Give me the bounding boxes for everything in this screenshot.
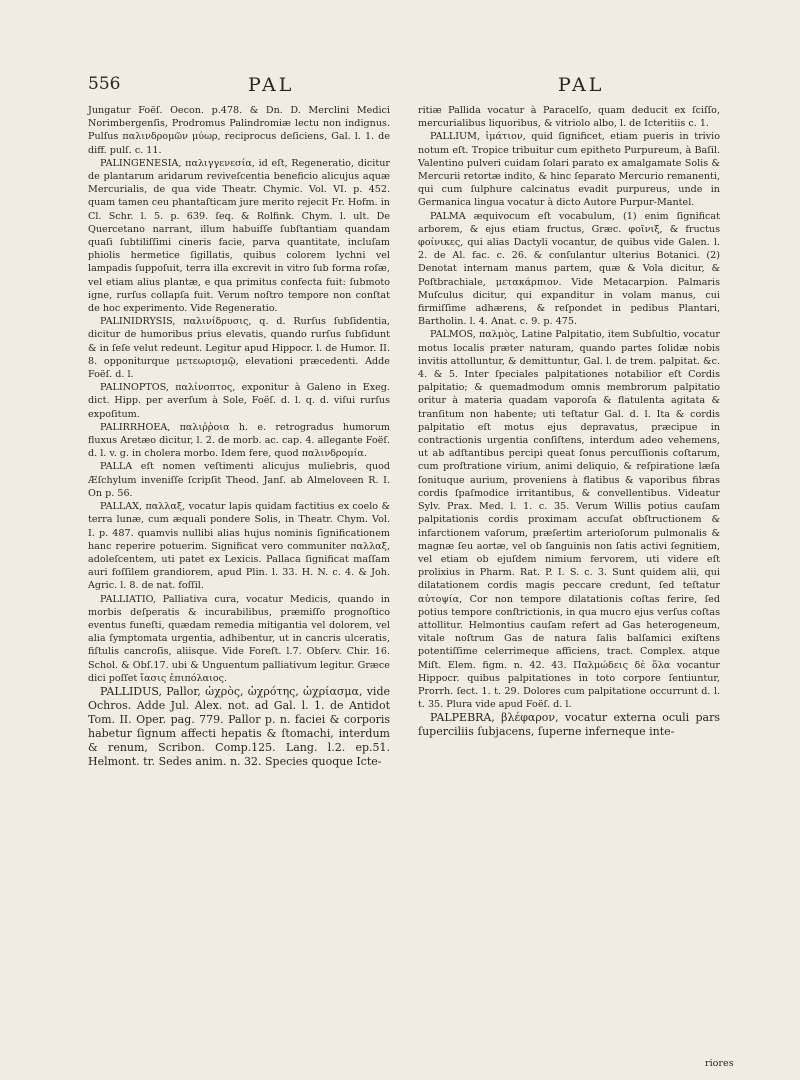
- entry-pallidus: PALLIDUS, Pallor, ὠχρὸς, ὠχρότης, ὠχρίασμα, vide Ochros. Adde Jul. Alex. not. ad Gal. l. 1. de Antidot Tom. II. Oper. pag. 779. Pallor p. n. faciei & corporis habetur ſignum affecti hepatis & ſtomachi, interdum & renum, Scribon. Comp.125. Lang. l.2. ep.51. Helmont. tr. Sedes anim. n. 32. Species quoque Icte-: [88, 684, 390, 768]
- catchword: riores: [705, 1058, 734, 1069]
- entry-palindromia-continued: Jungatur Foëſ. Oecon. p.478. & Dn. D. Merclini Medici Norimbergenſis, Prodromus Palindromiæ lectu non indignus. Pulſus παλινδρομῶν μύωρ, reciprocus deſiciens, Gal. l. 1. de diff. pulſ. c. 11.: [88, 105, 390, 156]
- running-head-left: PAL: [248, 74, 295, 96]
- entry-palinidrysis: PALINIDRYSIS, παλινίδρυσις, q. d. Rurſus ſubſidentia, dicitur de humoribus prius elevatis, quando rurſus ſubſidunt & in ſeſe velut redeunt. Legitur apud Hippocr. l. de Humor. II. 8. opponiturque μετεωρισμῷ, elevationi præcedenti. Adde Foëſ. d. l.: [88, 316, 390, 381]
- entry-palliatio: PALLIATIO, Palliativa cura, vocatur Medicis, quando in morbis deſperatis & incurabilibus, præmiſſo prognoſtico eventus funeſti, quædam remedia mitigantia vel dolorem, vel alia ſymptomata urgentia, adhibentur, ut in cancris ulceratis, fiſtulis cancroſis, aliisque. Vide Foreſt. l.7. Obſerv. Chir. 16. Schol. & Obſ.17. ubi & Unguentum palliativum legitur. Græce dici poſſet ἴασις ἐπιπόλαιος.: [88, 593, 390, 684]
- entry-pallax: PALLAX, παλλαξ, vocatur lapis quidam factitius ex coelo & terra lunæ, cum æquali pondere Solis, in Theatr. Chym. Vol. I. p. 487. quamvis nullibi alias hujus nominis ſignificationem hanc reperire potuerim. Significat vero communiter παλλαξ, adoleſcentem, uti patet ex Lexicis. Pallaca ſignificat maſſam auri foſſilem grandiorem, apud Plin. l. 33. H. N. c. 4. & Joh. Agric. l. 8. de nat. foſſil.: [88, 501, 390, 592]
- page-header: [88, 74, 728, 100]
- entry-icteritia-continued: ritiæ Pallida vocatur à Paracelſo, quam deducit ex ſciſſo, mercurialibus liquoribus, & vitriolo albo, l. de Icteritiis c. 1.: [418, 105, 720, 130]
- entry-palmos: PALMOS, παλμὸς, Latine Palpitatio, item Subſultio, vocatur motus localis præter naturam, quando partes ſolidæ nobis invitis attolluntur, & demittuntur, Gal. l. de trem. palpitat. &c. 4. & 5. Inter ſpeciales palpitationes notabilior eſt Cordis palpitatio; & quemadmodum omnis membrorum palpitatio oritur à materia quadam vaporoſa & flatulenta agitata & tranſitum non habente; uti teſtatur Gal. d. l. Ita & cordis palpitatio eſt motus ejus depravatus, præcipue in contractionis urgentia conſiſtens, interdum adeo vehemens, ut ab adſtantibus percipi queat ſonus percuſſionis coſtarum, cum proſtratione virium, animi deliquio, & reſpiratione læſa ſonituque aurium, proveniens à flatibus & vaporibus fibras cordis ſpaſmodice irritantibus, & convellentibus. Videatur Sylv. Prax. Med. l. 1. c. 35. Verum Willis potius cauſam palpitationis cordis proximam accuſat obſtructionem & infarctionem vaſorum, præſertim arterioſorum pulmonalis & magnæ ſeu aortæ, vel ob ſanguinis non ſatis activi ſegnitiem, vel etiam ob ejuſdem nimium fervorem, uti videre eſt prolixius in Pharm. Rat. P. I. S. c. 3. Sunt quidem alii, qui dilatationem cordis magis peccare credunt, ſed teſtatur αὐτοψία, Cor non tempore dilatationis coſtas ferire, ſed potius tempore conſtrictionis, in qua mucro ejus verſus coſtas attollitur. Helmontius cauſam refert ad Gas heterogeneum, vitale noſtrum Gas de natura ſalis balſamici exiſtens potentiſſime celerrimeque afficiens, tract. Complex. atque Miſt. Elem. figm. n. 42. 43. Παλμώδεις δὲ ὅλα vocantur Hippocr. quibus palpitationes in toto corpore ſentiuntur, Prorrh. ſect. 1. t. 29. Dolores cum palpitatione occurrunt d. l. t. 35. Plura vide apud Foëſ. d. l.: [418, 329, 720, 711]
- entry-palma: PALMA æquivocum eſt vocabulum, (1) enim ſignificat arborem, & ejus etiam fructus, Græc. φοῖνιξ, & fructus φοίνικες, qui alias Dactyli vocantur, de quibus vide Galen. l. 2. de Al. fac. c. 26. & conſulantur ulterius Botanici. (2) Denotat internam manus partem, quæ & Vola dicitur, & Poſtbrachiale, μετακάρπιον. Vide Metacarpion. Palmaris Muſculus dicitur, qui expanditur in volam manus, cui firmiſſime adhærens, & reſpondet in pedibus Plantari, Bartholin. l. 4. Anat. c. 9. p. 475.: [418, 210, 720, 328]
- running-head-right: PAL: [558, 74, 605, 96]
- entry-palingenesia: PALINGENESIA, παλιγγενεσία, id eſt, Regeneratio, dicitur de plantarum aridarum reviveſcentia beneficio alicujus aquæ Mercurialis, de qua vide Theatr. Chymic. Vol. VI. p. 452. quam tamen ceu phantaſticam jure merito rejecit Fr. Hofm. in Cl. Schr. l. 5. p. 639. ſeq. & Rolfink. Chym. l. ult. De Quercetano narrant, illum habuiſſe ſubſtantiam quandam quaſi ſubtiliſſimi cineris facie, parva quantitate, incluſam phiolis hermetice ſigillatis, quibus colorem lychni vel lampadis ſuppoſuit, terra illa excrevit in vitro ſub forma roſæ, vel etiam alius plantæ, e qua primitus confecta fuit: ſubmoto igne, rurſus collapſa fuit. Verum noſtro tempore non conſtat de hoc experimento. Vide Regeneratio.: [88, 157, 390, 315]
- entry-palpebra: PALPEBRA, βλέφαρον, vocatur externa oculi pars ſuperciliis ſubjacens, ſuperne inferneque inte-: [418, 711, 720, 739]
- entry-palinoptos: PALINOPTOS, παλίνοπτος, exponitur à Galeno in Exeg. dict. Hipp. per averſum à Sole, Foëſ. d. l. q. d. viſui rurſus expoſitum.: [88, 382, 390, 420]
- page-number: 556: [88, 74, 121, 94]
- left-column: [88, 104, 390, 769]
- entry-palirrhoea: PALIRRHOEA, παλιῤῥοια h. e. retrogradus humorum fluxus Aretæo dicitur, l. 2. de morb. ac. cap. 4. allegante Foëſ. d. l. v. g. in cholera morbo. Idem fere, quod παλινδρομία.: [88, 421, 390, 460]
- entry-pallium: PALLIUM, ἱμάτιον, quid ſignificet, etiam pueris in trivio notum eſt. Tropice tribuitur cum epitheto Purpureum, à Baſil. Valentino pulveri cuidam ſolari parato ex amalgamate Solis & Mercurii retortæ indito, & hinc ſeparato Mercurio remanenti, qui cum ſulphure calcinatus evadit purpureus, unde in Germanica lingua vocatur à dicto Autore Purpur-Mantel.: [418, 131, 720, 209]
- entry-palla: PALLA eſt nomen veſtimenti alicujus muliebris, quod Æſchylum inveniſſe ſcripſit Theod. Janſ. ab Almeloveen R. I. On p. 56.: [88, 461, 390, 499]
- right-column: [418, 104, 720, 739]
